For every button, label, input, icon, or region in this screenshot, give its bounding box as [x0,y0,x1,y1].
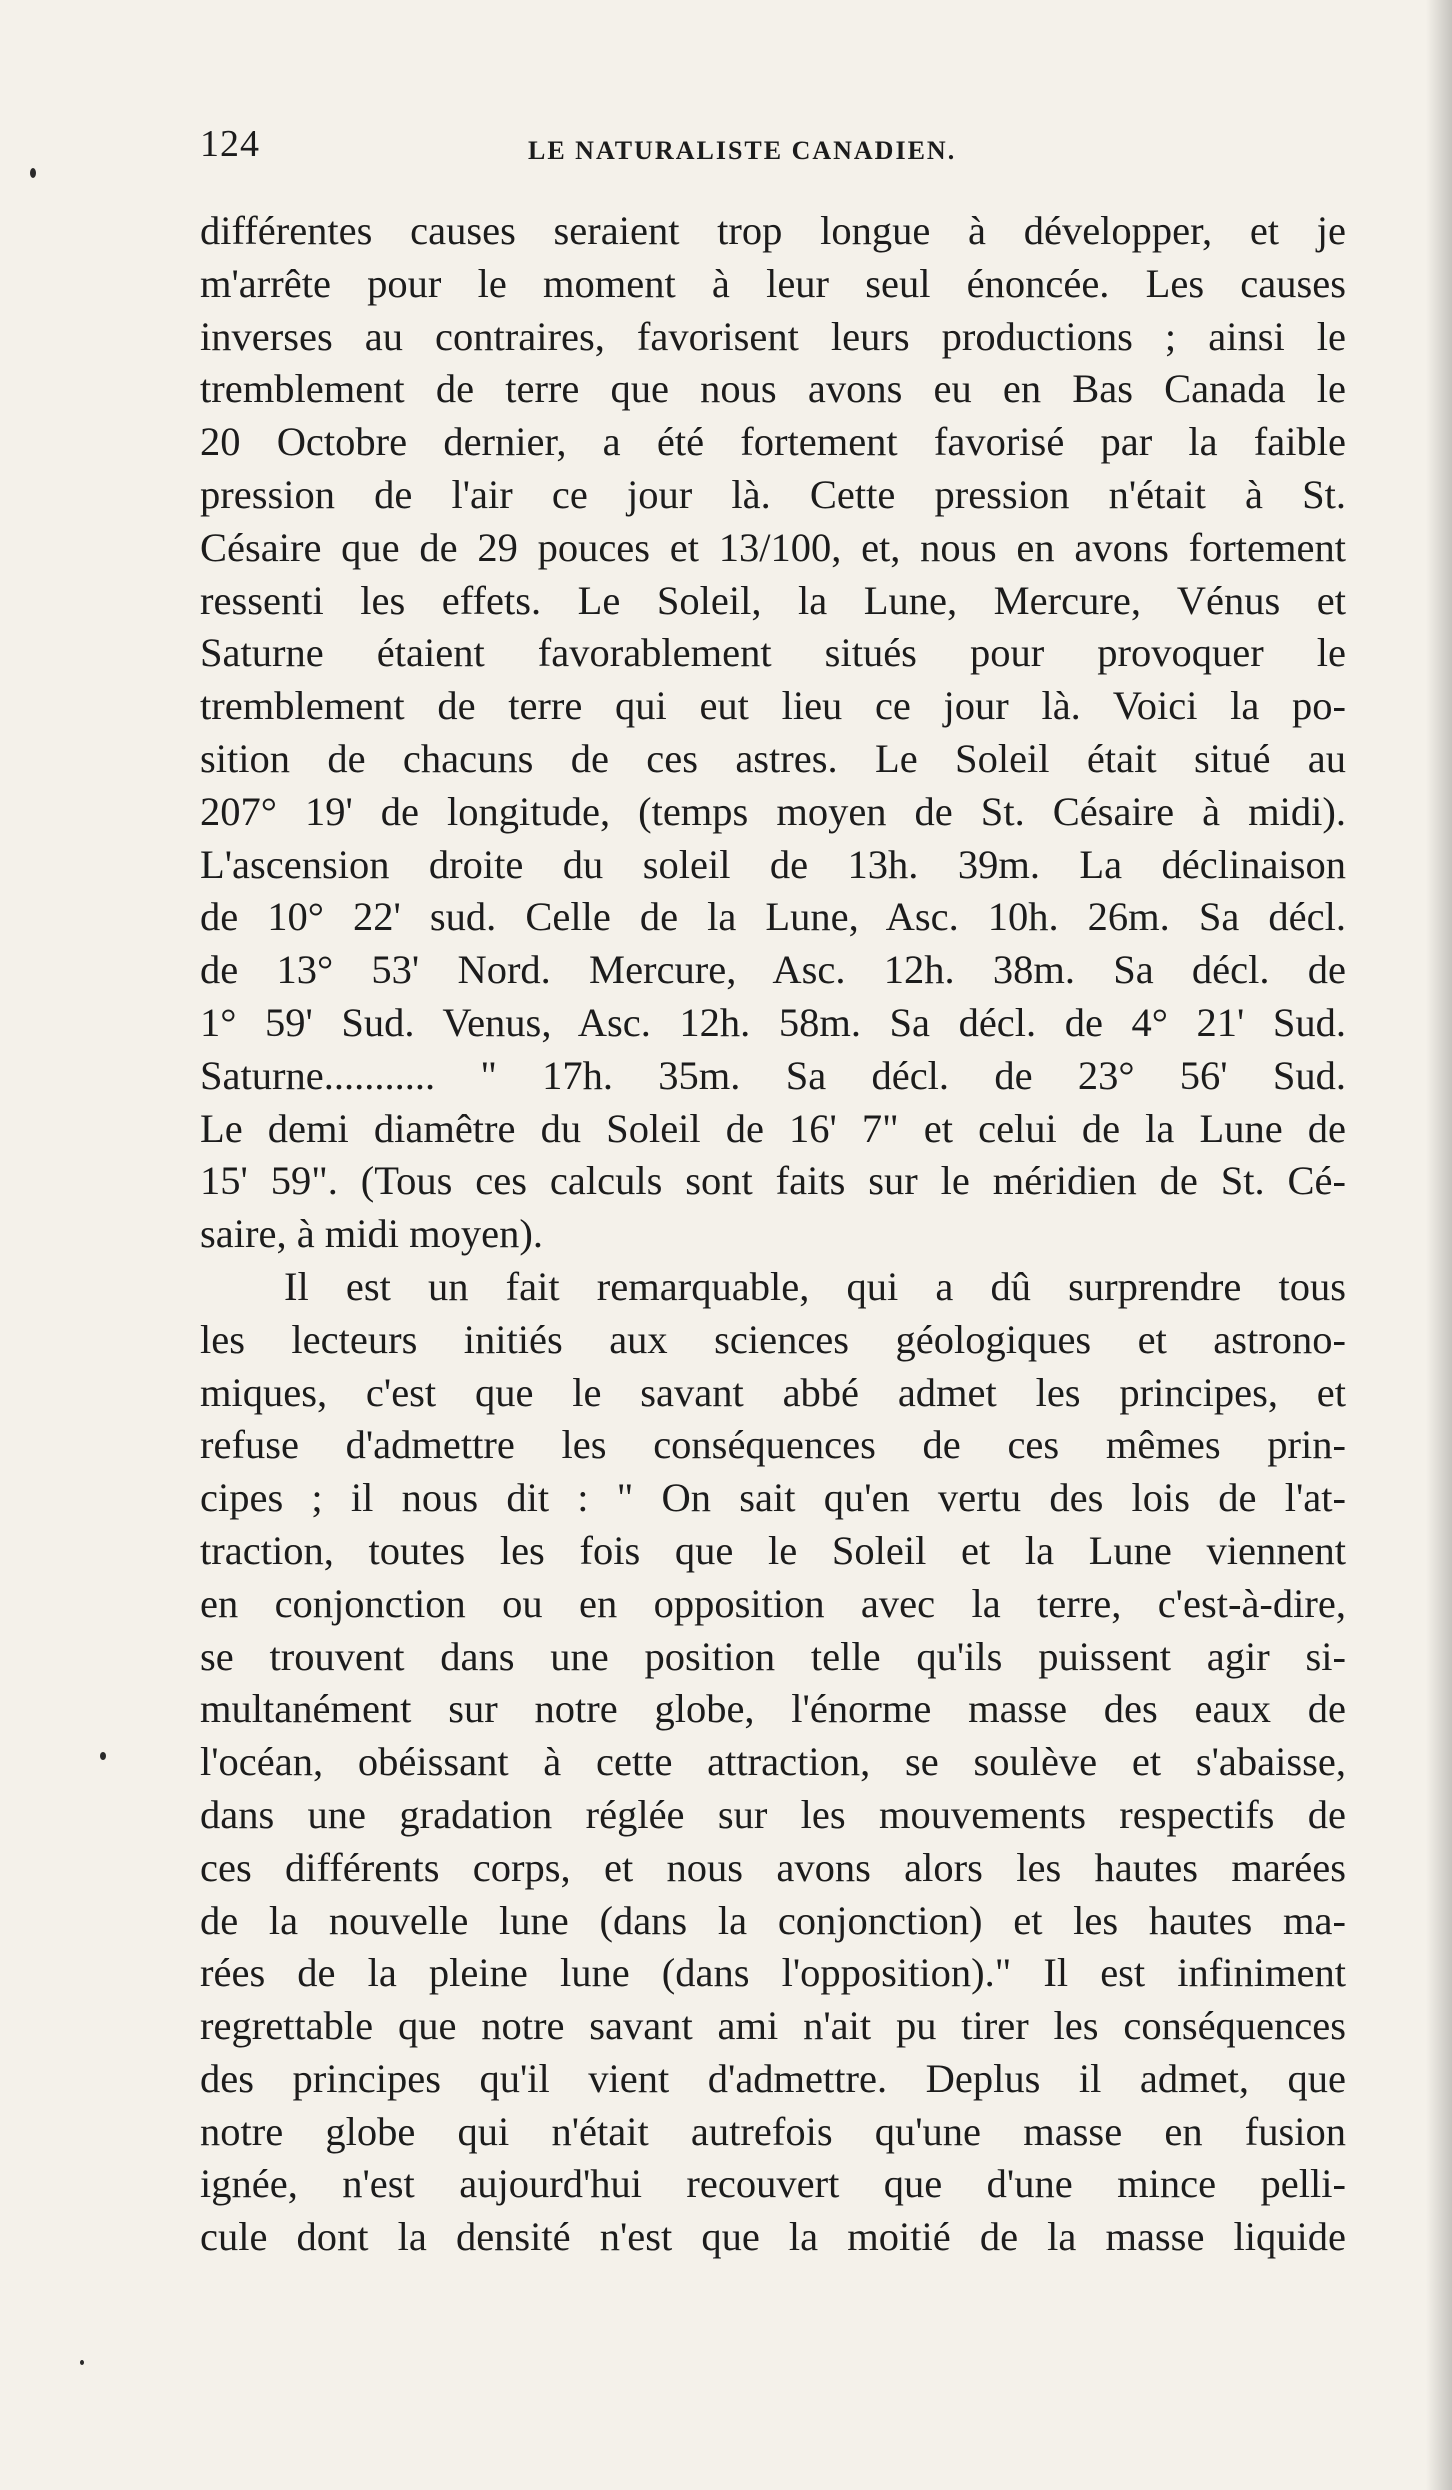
text-line: se trouvent dans une position telle qu'ils puissent agir si- [200,1633,1346,1679]
text-line: ignée, n'est aujourd'hui recouvert que d'une mince pelli- [200,2161,1346,2207]
body-text [200,205,1346,2264]
text-line: Le demi diamêtre du Soleil de 16' 7" et celui de la Lune de [200,1105,1346,1151]
text-line: sition de chacuns de ces astres. Le Soleil était situé au [200,735,1346,781]
text-line: 20 Octobre dernier, a été fortement favorisé par la faible [200,419,1346,465]
text-line: pression de l'air ce jour là. Cette pression n'était à St. [200,471,1346,517]
text-line: des principes qu'il vient d'admettre. Deplus il admet, que [200,2055,1346,2101]
text-line: miques, c'est que le savant abbé admet les principes, et [200,1369,1346,1415]
text-line: notre globe qui n'était autrefois qu'une masse en fusion [200,2108,1346,2154]
page-number: 124 [200,123,260,165]
text-line: Saturne........... " 17h. 35m. Sa décl. de 23° 56' Sud. [200,1052,1346,1098]
text-line: l'océan, obéissant à cette attraction, se soulève et s'abaisse, [200,1739,1346,1785]
text-line: m'arrête pour le moment à leur seul énoncée. Les causes [200,260,1346,306]
text-line: traction, toutes les fois que le Soleil et la Lune viennent [200,1527,1346,1573]
text-line: L'ascension droite du soleil de 13h. 39m. La déclinaison [200,841,1346,887]
text-line: inverses au contraires, favorisent leurs productions ; ainsi le [200,313,1346,359]
page-header [200,122,1350,182]
page-edge-shadow [1426,0,1452,2490]
text-line: 15' 59". (Tous ces calculs sont faits sur le méridien de St. Cé- [200,1158,1346,1204]
text-line: les lecteurs initiés aux sciences géologiques et astrono- [200,1316,1346,1362]
running-head: LE NATURALISTE CANADIEN. [528,136,957,165]
text-line: 1° 59' Sud. Venus, Asc. 12h. 58m. Sa décl. de 4° 21' Sud. [200,999,1346,1045]
text-line: saire, à midi moyen). [200,1211,544,1257]
text-line: 207° 19' de longitude, (temps moyen de St. Césaire à midi). [200,788,1346,834]
text-line: de 10° 22' sud. Celle de la Lune, Asc. 10h. 26m. Sa décl. [200,894,1346,940]
ink-speck [100,1752,106,1760]
ink-speck [30,168,36,178]
text-line: ces différents corps, et nous avons alors les hautes marées [200,1844,1346,1890]
text-line: cule dont la densité n'est que la moitié de la masse liquide [200,2214,1346,2260]
text-line: Il est un fait remarquable, qui a dû surprendre tous [284,1263,1346,1309]
text-line: de la nouvelle lune (dans la conjonction) et les hautes ma- [200,1897,1346,1943]
ink-speck [80,2360,84,2365]
text-line: de 13° 53' Nord. Mercure, Asc. 12h. 38m. Sa décl. de [200,947,1346,993]
text-line: refuse d'admettre les conséquences de ces mêmes prin- [200,1422,1346,1468]
text-line: multanément sur notre globe, l'énorme masse des eaux de [200,1686,1346,1732]
text-line: tremblement de terre que nous avons eu en Bas Canada le [200,366,1346,412]
text-line: dans une gradation réglée sur les mouvements respectifs de [200,1791,1346,1837]
text-line: cipes ; il nous dit : " On sait qu'en vertu des lois de l'at- [200,1475,1346,1521]
text-line: rées de la pleine lune (dans l'opposition)." Il est infiniment [200,1950,1346,1996]
text-line: regrettable que notre savant ami n'ait pu tirer les conséquences [200,2003,1346,2049]
text-line: Césaire que de 29 pouces et 13/100, et, nous en avons fortement [200,524,1346,570]
text-line: tremblement de terre qui eut lieu ce jour là. Voici la po- [200,683,1346,729]
text-line: différentes causes seraient trop longue à développer, et je [200,208,1346,253]
text-line: en conjonction ou en opposition avec la terre, c'est-à-dire, [200,1580,1346,1626]
text-line: ressenti les effets. Le Soleil, la Lune, Mercure, Vénus et [200,577,1346,623]
text-line: Saturne étaient favorablement situés pour provoquer le [200,630,1346,676]
